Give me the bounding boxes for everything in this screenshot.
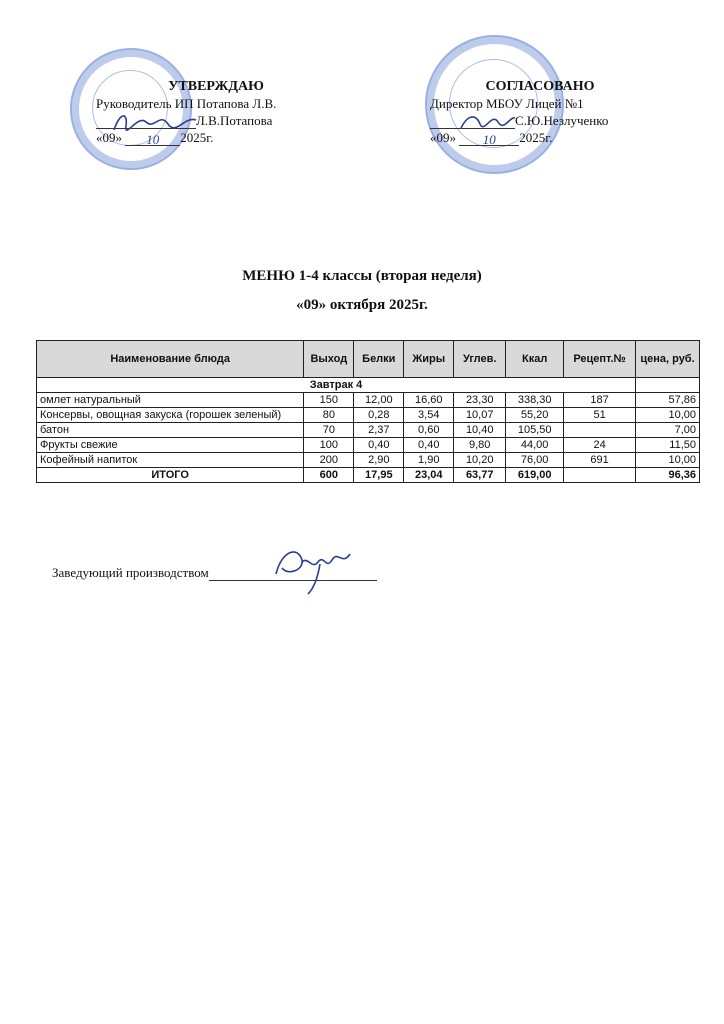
approve-left-heading: УТВЕРЖДАЮ [168,79,264,94]
dish-protein: 0,40 [354,438,404,453]
table-header-row [37,341,700,378]
dish-carb: 23,30 [454,393,506,408]
dish-fat: 0,40 [404,438,454,453]
dish-price: 11,50 [636,438,700,453]
menu-table [36,340,700,483]
dish-carb: 10,20 [454,453,506,468]
dish-name: Консервы, овощная закуска (горошек зеленый) [37,408,304,423]
col-header-fat: Жиры [404,341,454,378]
dish-kcal: 105,50 [506,423,564,438]
approve-right-year: 2025г. [519,130,553,145]
col-header-kcal: Ккал [506,341,564,378]
col-header-recipe: Рецепт.№ [564,341,636,378]
dish-kcal: 55,20 [506,408,564,423]
dish-name: Кофейный напиток [37,453,304,468]
signature-left-icon [110,108,200,138]
col-header-name: Наименование блюда [37,341,304,378]
dish-protein: 12,00 [354,393,404,408]
total-protein: 17,95 [354,468,404,483]
dish-kcal: 338,30 [506,393,564,408]
dish-protein: 2,37 [354,423,404,438]
total-label: ИТОГО [37,468,304,483]
dish-name: батон [37,423,304,438]
dish-out: 100 [304,438,354,453]
total-recipe [564,468,636,483]
table-row [37,408,700,423]
col-header-protein: Белки [354,341,404,378]
dish-price: 10,00 [636,408,700,423]
approve-left-date-day: «09» [96,130,122,145]
approve-left-year: 2025г. [180,130,214,145]
dish-fat: 16,60 [404,393,454,408]
dish-carb: 10,40 [454,423,506,438]
approve-left-position: Руководитель ИП Потапова Л.В. [96,96,277,111]
page-subtitle-date: «09» октября 2025г. [296,297,428,313]
approve-right-name: С.Ю.Незлученко [515,113,609,128]
table-row [37,453,700,468]
total-fat: 23,04 [404,468,454,483]
total-out: 600 [304,468,354,483]
dish-protein: 0,28 [354,408,404,423]
dish-fat: 3,54 [404,408,454,423]
dish-name: Фрукты свежие [37,438,304,453]
total-price: 96,36 [636,468,700,483]
footer-label: Заведующий производством [52,565,209,580]
signature-footer-icon [268,540,363,598]
section-label: Завтрак 4 [37,378,636,393]
dish-price: 57,86 [636,393,700,408]
signature-right-icon [458,108,518,136]
dish-fat: 0,60 [404,423,454,438]
approve-left-name: Л.В.Потапова [196,113,273,128]
col-header-out: Выход [304,341,354,378]
page-title: МЕНЮ 1-4 классы (вторая неделя) [242,268,482,284]
dish-out: 200 [304,453,354,468]
dish-kcal: 44,00 [506,438,564,453]
dish-recipe [564,423,636,438]
dish-carb: 9,80 [454,438,506,453]
approve-right-date-day: «09» [430,130,456,145]
dish-out: 80 [304,408,354,423]
section-row [37,378,700,393]
dish-protein: 2,90 [354,453,404,468]
dish-fat: 1,90 [404,453,454,468]
approve-right-position: Директор МБОУ Лицей №1 [430,96,584,111]
approve-left-date-month: 10 [125,131,180,146]
dish-price: 7,00 [636,423,700,438]
total-row [37,468,700,483]
approve-right-date-month: 10 [459,131,519,146]
table-row [37,423,700,438]
section-empty-cell [636,378,700,393]
dish-recipe: 187 [564,393,636,408]
dish-out: 70 [304,423,354,438]
dish-recipe: 51 [564,408,636,423]
table-row [37,393,700,408]
dish-recipe: 691 [564,453,636,468]
dish-out: 150 [304,393,354,408]
dish-recipe: 24 [564,438,636,453]
col-header-carb: Углев. [454,341,506,378]
approve-right-heading: СОГЛАСОВАНО [485,79,595,94]
dish-name: омлет натуральный [37,393,304,408]
dish-price: 10,00 [636,453,700,468]
dish-kcal: 76,00 [506,453,564,468]
total-carb: 63,77 [454,468,506,483]
col-header-price: цена, руб. [636,341,700,378]
dish-carb: 10,07 [454,408,506,423]
total-kcal: 619,00 [506,468,564,483]
table-row [37,438,700,453]
